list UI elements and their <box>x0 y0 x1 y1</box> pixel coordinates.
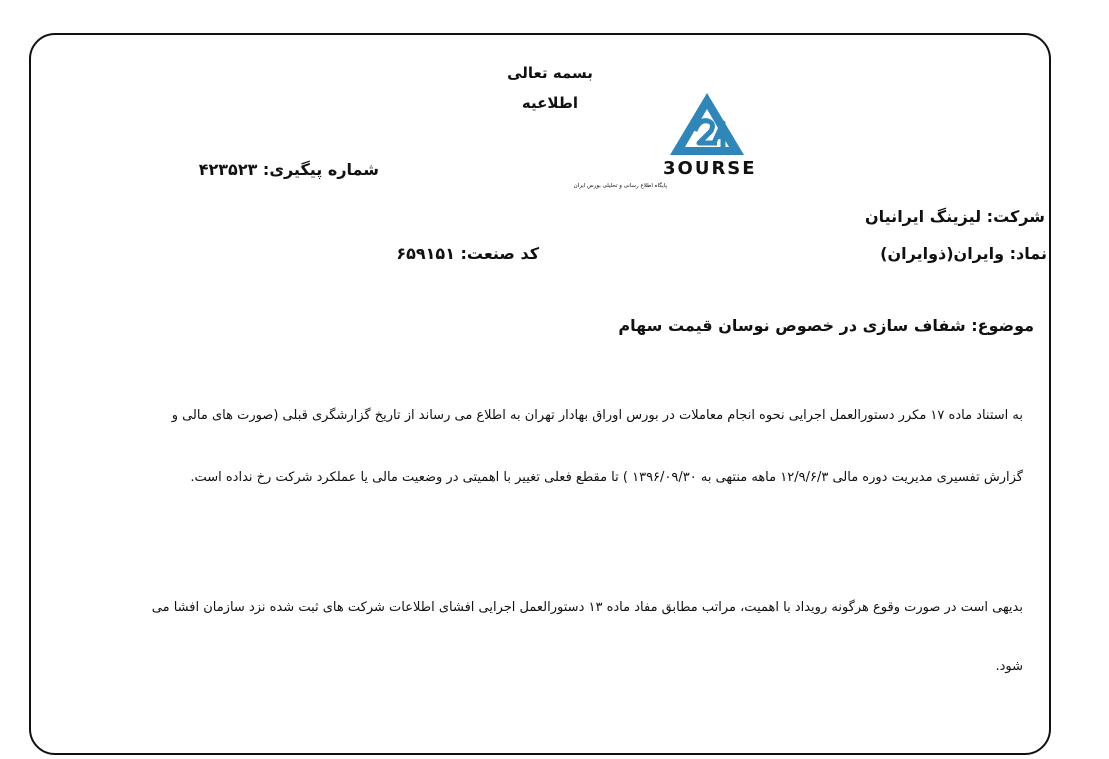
company-name: شرکت: لیزینگ ایرانیان <box>864 207 1045 226</box>
logo-tagline: پایگاه اطلاع رسانی و تحلیلی بورس ایران <box>573 183 667 189</box>
logo-wordmark: 3OURSE <box>663 158 757 179</box>
body-line-3: بدیهی است در صورت وقوع هرگونه رویداد با اهمیت، مراتب مطابق مفاد ماده ۱۳ دستورالعمل اجرایی افشای اطلاعات شرکت های ثبت شده نزد سازمان افشا می <box>151 600 1023 615</box>
document-frame <box>29 33 1051 755</box>
header-bismillah: بسمه تعالی <box>507 64 593 82</box>
bourse-logo <box>573 85 795 195</box>
body-line-2: گزارش تفسیری مدیریت دوره مالی ۱۲/۹/۶/۳ ماهه منتهی به ۱۳۹۶/۰۹/۳۰ ) تا مقطع فعلی تغییر با اهمیتی در وضعیت مالی یا عملکرد شرکت رخ نداده است. <box>190 470 1023 485</box>
body-line-4: شود. <box>995 659 1023 674</box>
header-notice-title: اطلاعیه <box>521 94 579 112</box>
ticker-symbol: نماد: وایران(ذوایران) <box>880 244 1047 263</box>
subject-line: موضوع: شفاف سازی در خصوص نوسان قیمت سهام <box>618 316 1034 335</box>
body-line-1: به استناد ماده ۱۷ مکرر دستورالعمل اجرایی نحوه انجام معاملات در بورس اوراق بهادار تهران به اطلاع می رساند از تاریخ گزارشگری قبلی (صورت های مالی و <box>171 408 1023 423</box>
bourse-logo-icon <box>573 85 795 195</box>
industry-code: کد صنعت: ۶۵۹۱۵۱ <box>396 244 539 263</box>
tracking-number: شماره پیگیری: ۴۲۳۵۲۳ <box>198 160 379 179</box>
